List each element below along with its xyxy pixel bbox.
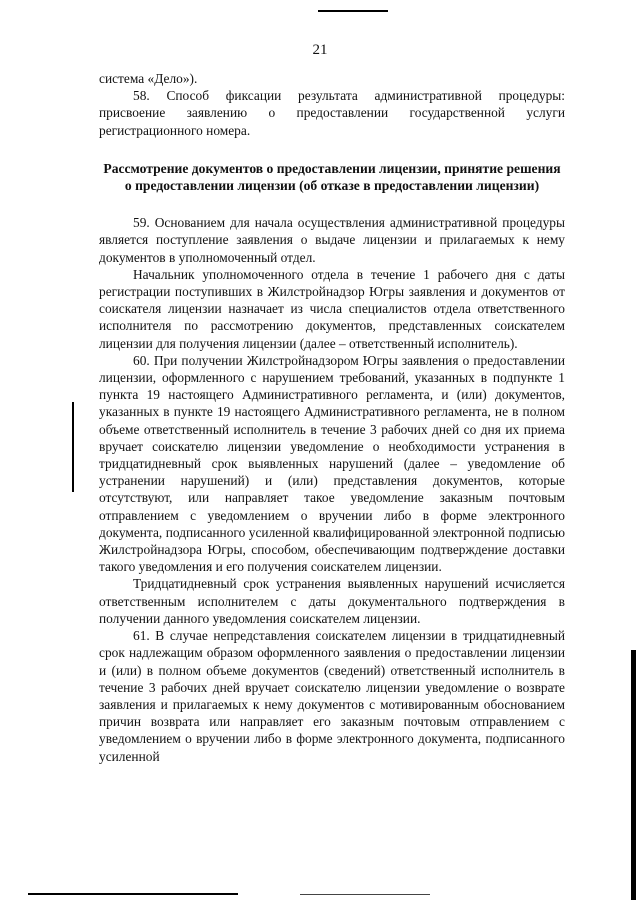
document-body [99,70,565,765]
paragraph-59: 59. Основанием для начала осуществления административной процедуры является поступление заявления о выдаче лицензии и прилагаемых к нему документов в уполномоченный отдел. [99,215,565,265]
paragraph-continuation: система «Дело»). [99,71,198,86]
section-heading: Рассмотрение документов о предоставлении лицензии, принятие решения о предоставлении лицензии (об отказе в предоставлении лицензии) [103,160,561,194]
page-number: 21 [312,42,328,58]
scan-artifact-bottom-faint [300,894,430,895]
paragraph-60: 60. При получении Жилстройнадзором Югры заявления о предоставлении лицензии, оформленного с нарушением требований, указанных в подпункте 1 пункта 19 настоящего Административного регламента, и (или) документов, указанных в пункте 19 настоящего Административного регламента, не в полном объеме ответственный исполнитель в течение 3 рабочих дней со дня их приема вручает соискателю лицензии уведомление о необходимости устранения в тридцатидневный срок выявленных нарушений (далее – уведомление об устранении нарушений) и (или) представления документов, которые отсутствуют, или направляет такое уведомление заказным почтовым отправлением с уведомлением о вручении либо в форме электронного документа, подписанного усиленной квалифицированной электронной подписью Жилстройнадзора Югры, способом, обеспечивающим подтверждение доставки такого уведомления и его получения соискателем лицензии. [99,352,565,575]
scan-artifact-bottom [28,893,238,895]
paragraph-60-continued: Тридцатидневный срок устранения выявленных нарушений исчисляется ответственным исполнителем с даты документального подтверждения в получении данного уведомления соискателем лицензии. [99,576,565,626]
paragraph-59-continued: Начальник уполномоченного отдела в течение 1 рабочего дня с даты регистрации поступивших в Жилстройнадзор Югры заявления и документов от соискателя лицензии назначает из числа специалистов отдела ответственного исполнителя по рассмотрению документов, представленных соискателем лицензии для получения лицензии (далее – ответственный исполнитель). [99,266,565,351]
scan-artifact-left [72,402,74,492]
paragraph-61: 61. В случае непредставления соискателем лицензии в тридцатидневный срок надлежащим образом оформленного заявления о предоставлении лицензии и (или) в полном объеме документов (сведений) ответственный исполнитель в течение 3 рабочих дней вручает соискателю лицензии уведомление о возврате заявления и прилагаемых к нему документов с мотивированным обоснованием причин возврата или направляет его заказным почтовым отправлением с уведомлением о вручении либо в форме электронного документа, подписанного усиленной [99,628,565,764]
paragraph-58: 58. Способ фиксации результата административной процедуры: присвоение заявлению о предоставлении государственной услуги регистрационного номера. [99,88,565,138]
scan-artifact-top [318,10,388,12]
scan-artifact-right [631,650,636,900]
